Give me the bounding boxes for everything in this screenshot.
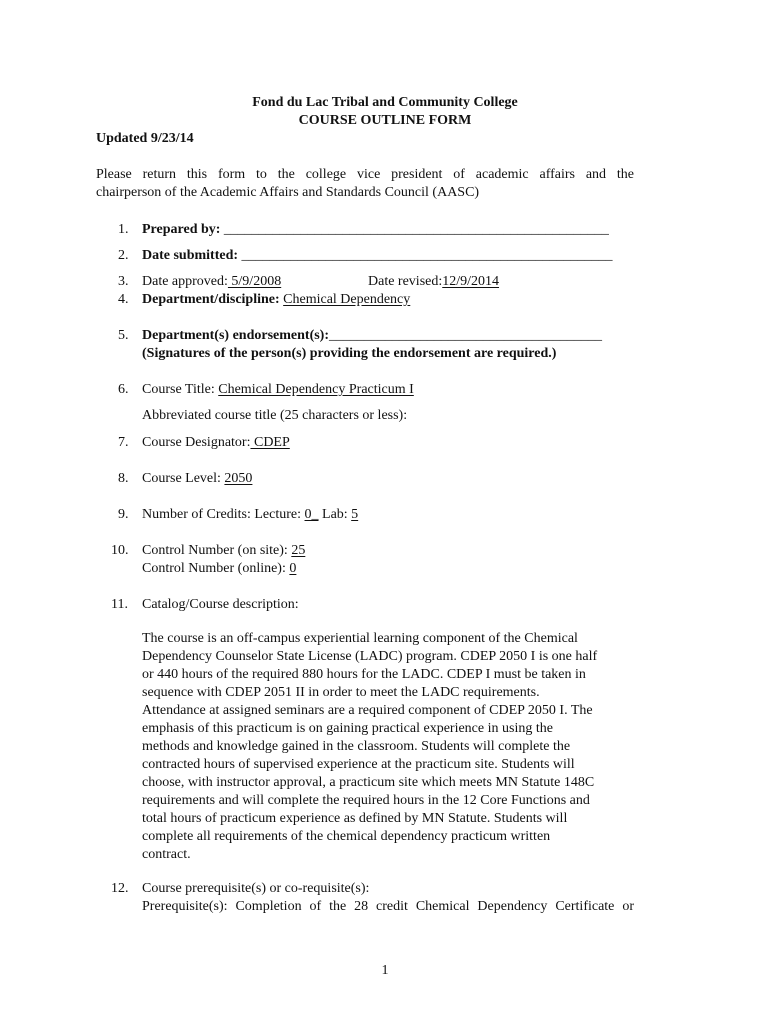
description-line: The course is an off-campus experiential learning component of the Chemical [142, 631, 578, 646]
date-approved-value: 5/9/2008 [227, 274, 282, 289]
item-number: 11. [111, 597, 128, 612]
department-row [142, 291, 410, 309]
control-onsite-label: Control Number (on site): [142, 543, 288, 558]
description-line: Dependency Counselor State License (LADC) program. CDEP 2050 I is one half [142, 649, 598, 664]
course-title-row [142, 381, 414, 399]
item-number: 6. [118, 382, 129, 397]
course-title-label: Course Title: [142, 382, 215, 397]
course-designator-value: CDEP [250, 435, 290, 450]
description-line: Attendance at assigned seminars are a required component of CDEP 2050 I. The [142, 703, 593, 718]
item-number: 12. [111, 881, 129, 896]
department-label: Department/discipline: [142, 292, 280, 307]
description-line: or 440 hours of the required 880 hours for the LADC. CDEP I must be taken in [142, 667, 586, 682]
date-approved-label: Date approved: [142, 274, 228, 289]
credits-row [142, 506, 358, 524]
prerequisite-text: Prerequisite(s): Completion of the 28 credit Chemical Dependency Certificate or [142, 899, 634, 914]
credits-lecture-label: Number of Credits: Lecture: [142, 507, 302, 522]
course-level-value: 2050 [224, 471, 253, 486]
course-level-row [142, 470, 252, 488]
form-title: COURSE OUTLINE FORM [298, 113, 472, 128]
prerequisite-label: Course prerequisite(s) or co-requisite(s): [142, 881, 370, 896]
item-number: 8. [118, 471, 129, 486]
item-number: 4. [118, 292, 129, 307]
control-online-value: 0 [289, 561, 297, 576]
date-approved-row [142, 273, 281, 291]
description-line: complete all requirements of the chemical dependency practicum written [142, 829, 551, 844]
description-line: contracted hours of supervised experience at the practicum site. Students will [142, 757, 575, 772]
description-line: choose, with instructor approval, a practicum site which meets MN Statute 148C [142, 775, 595, 790]
item-number: 1. [118, 222, 129, 237]
description-line: sequence with CDEP 2051 II in order to meet the LADC requirements. [142, 685, 540, 700]
page-number: 1 [381, 963, 389, 978]
course-designator-label: Course Designator: [142, 435, 251, 450]
catalog-description-label: Catalog/Course description: [142, 597, 299, 612]
endorsement-field[interactable]: _______________________________________ [329, 328, 603, 343]
item-number: 2. [118, 248, 129, 263]
college-name: Fond du Lac Tribal and Community College [252, 95, 518, 110]
date-submitted-row [142, 247, 613, 265]
credits-lecture-value: 0_ [304, 507, 319, 522]
control-onsite-value: 25 [291, 543, 306, 558]
endorsement-row [142, 327, 602, 345]
prepared-by-label: Prepared by: [142, 222, 221, 237]
intro-line-1: Please return this form to the college vice president of academic affairs and the [96, 167, 634, 182]
abbreviated-title-label: Abbreviated course title (25 characters or less): [142, 408, 408, 423]
date-revised-value: 12/9/2014 [442, 274, 500, 289]
credits-lab-value: 5 [351, 507, 359, 522]
description-line: methods and knowledge gained in the classroom. Students will complete the [142, 739, 571, 754]
prepared-by-field[interactable]: _______________________________________________________ [223, 222, 609, 237]
date-revised-label: Date revised: [368, 274, 443, 289]
date-submitted-field[interactable]: _____________________________________________________ [241, 248, 613, 263]
item-number: 3. [118, 274, 129, 289]
control-online-row [142, 560, 296, 578]
control-onsite-row [142, 542, 305, 560]
item-number: 10. [111, 543, 129, 558]
department-value: Chemical Dependency [283, 292, 411, 307]
description-line: requirements and will complete the required hours in the 12 Core Functions and [142, 793, 590, 808]
item-number: 9. [118, 507, 129, 522]
course-level-label: Course Level: [142, 471, 221, 486]
description-line: contract. [142, 847, 191, 862]
credits-lab-label: Lab: [322, 507, 348, 522]
intro-line-2: chairperson of the Academic Affairs and Standards Council (AASC) [96, 185, 480, 200]
item-number: 7. [118, 435, 129, 450]
date-revised-row [368, 273, 499, 291]
item-number: 5. [118, 328, 129, 343]
date-submitted-label: Date submitted: [142, 248, 239, 263]
course-title-value: Chemical Dependency Practicum I [218, 382, 414, 397]
description-line: emphasis of this practicum is on gaining practical experience in using the [142, 721, 553, 736]
course-designator-row [142, 434, 290, 452]
control-online-label: Control Number (online): [142, 561, 286, 576]
endorsement-note: (Signatures of the person(s) providing the endorsement are required.) [142, 346, 557, 361]
updated-date: Updated 9/23/14 [96, 131, 194, 146]
description-line: total hours of practicum experience as defined by MN Statute. Students will [142, 811, 568, 826]
prepared-by-row [142, 221, 609, 239]
endorsement-label: Department(s) endorsement(s): [142, 328, 330, 343]
